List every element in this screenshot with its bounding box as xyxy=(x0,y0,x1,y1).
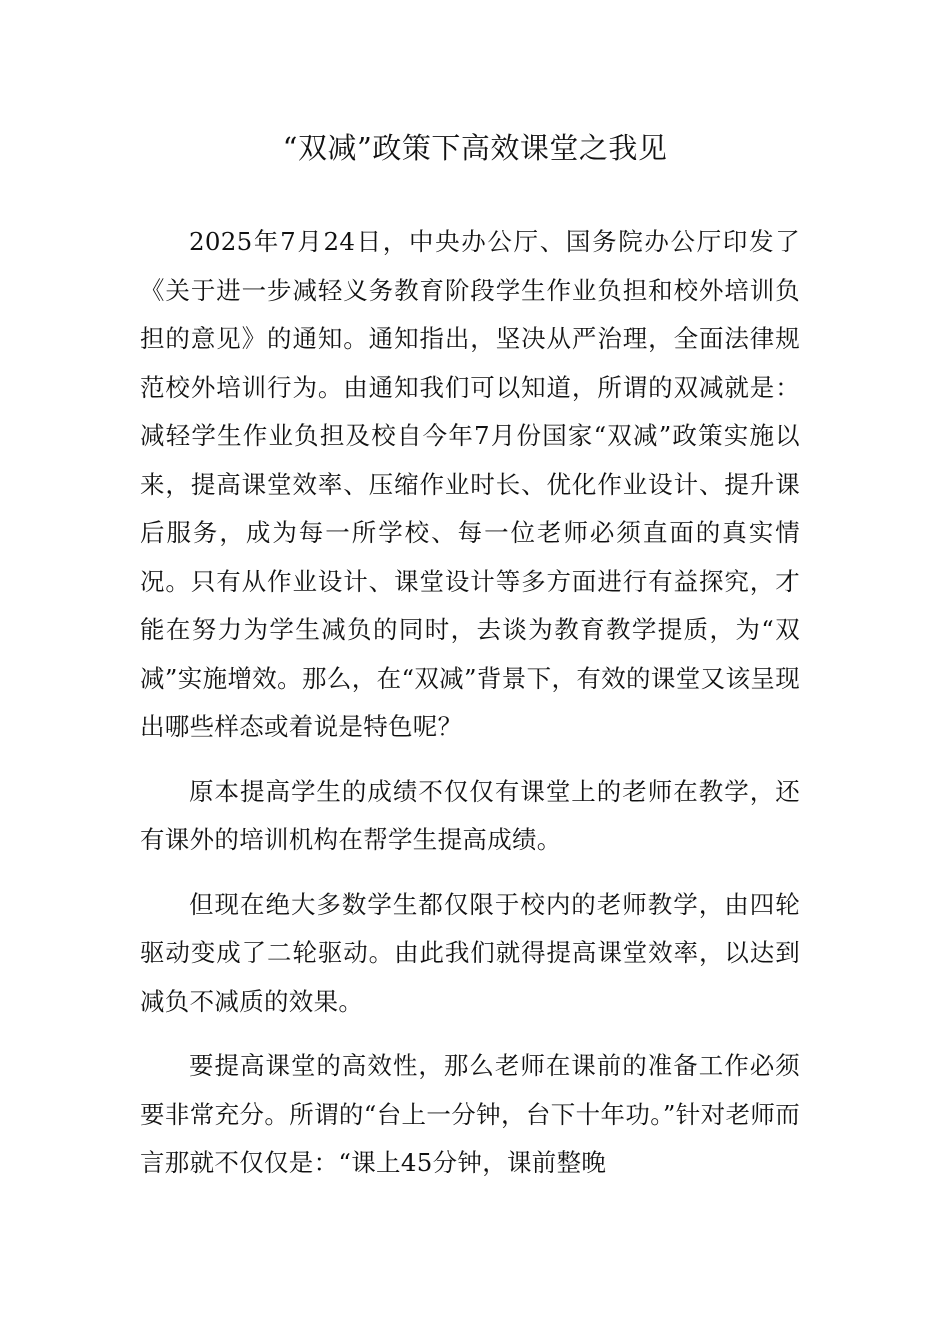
paragraph-4: 要提高课堂的高效性，那么老师在课前的准备工作必须要非常充分。所谓的“台上一分钟，台下十年功。”针对老师而言那就不仅仅是：“课上45分钟，课前整晚 xyxy=(140,1051,800,1177)
paragraph-2: 原本提高学生的成绩不仅仅有课堂上的老师在教学，还有课外的培训机构在帮学生提高成绩。 xyxy=(140,776,800,854)
paragraph-3: 但现在绝大多数学生都仅限于校内的老师教学，由四轮驱动变成了二轮驱动。由此我们就得提高课堂效率，以达到减负不减质的效果。 xyxy=(140,889,800,1016)
document-title: “双减”政策下高效课堂之我见 xyxy=(282,131,668,165)
document-body xyxy=(140,218,800,1188)
paragraph-1: 2025年7月24日，中央办公厅、国务院办公厅印发了《关于进一步减轻义务教育阶段学生作业负担和校外培训负担的意见》的通知。通知指出，坚决从严治理，全面法律规范校外培训行为。由通知我们可以知道，所谓的双减就是：减轻学生作业负担及校自今年7月份国家“双减”政策实施以来，提高课堂效率、压缩作业时长、优化作业设计、提升课后服务，成为每一所学校、每一位老师必须直面的真实情况。只有从作业设计、课堂设计等多方面进行有益探究，才能在努力为学生减负的同时，去谈为教育教学提质，为“双减”实施增效。那么，在“双减”背景下，有效的课堂又该呈现出哪些样态或着说是特色呢？ xyxy=(140,227,800,741)
